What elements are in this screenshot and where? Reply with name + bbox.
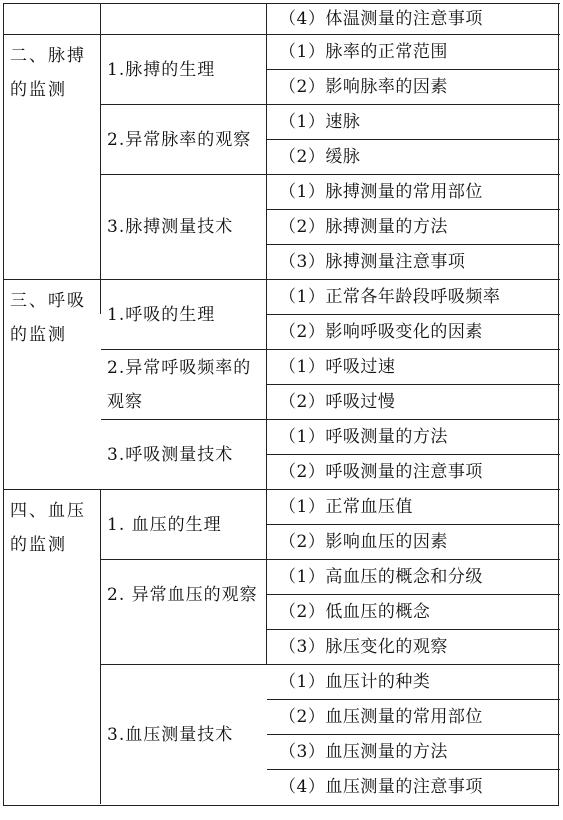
item-cell: （4）血压测量的注意事项 <box>267 769 560 804</box>
item-cell: （3）脉搏测量注意事项 <box>267 244 560 279</box>
subsection-label: 2.异常脉率的观察 <box>101 104 267 174</box>
subsection-label: 3.呼吸测量技术 <box>101 419 267 489</box>
empty-cell <box>4 3 101 34</box>
syllabus-table <box>3 3 559 806</box>
subsection-label: 1. 血压的生理 <box>101 489 267 559</box>
item-cell: （2）血压测量的常用部位 <box>267 699 560 734</box>
item-cell: （1）脉率的正常范围 <box>267 34 560 69</box>
item-cell: （3）脉压变化的观察 <box>267 629 560 664</box>
item-cell: （2）影响血压的因素 <box>267 524 560 559</box>
subsection-label: 3.血压测量技术 <box>101 664 267 804</box>
subsection-label: 3.脉搏测量技术 <box>101 174 267 279</box>
subsection-label: 1.呼吸的生理 <box>101 279 267 349</box>
item-cell: （2）呼吸过慢 <box>267 384 560 419</box>
item-cell: （2）影响脉率的因素 <box>267 69 560 104</box>
item-cell: （2）呼吸测量的注意事项 <box>267 454 560 489</box>
item-cell: （1）高血压的概念和分级 <box>267 559 560 594</box>
item-cell: （1）脉搏测量的常用部位 <box>267 174 560 209</box>
item-cell: （4）体温测量的注意事项 <box>267 3 560 34</box>
section-title-pulse: 二、脉搏的监测 <box>4 34 101 314</box>
subsection-label: 2.异常呼吸频率的观察 <box>101 349 267 419</box>
item-cell: （1）血压计的种类 <box>267 664 560 699</box>
section-title-respiration: 三、呼吸的监测 <box>4 279 101 489</box>
item-cell: （1）正常血压值 <box>267 489 560 524</box>
empty-cell <box>101 3 267 34</box>
item-cell: （1）正常各年龄段呼吸频率 <box>267 279 560 314</box>
item-cell: （1）呼吸过速 <box>267 349 560 384</box>
item-cell: （2）脉搏测量的方法 <box>267 209 560 244</box>
item-cell: （2）低血压的概念 <box>267 594 560 629</box>
subsection-label: 2. 异常血压的观察 <box>101 559 267 664</box>
item-cell: （2）影响呼吸变化的因素 <box>267 314 560 349</box>
item-cell: （1）速脉 <box>267 104 560 139</box>
item-cell: （1）呼吸测量的方法 <box>267 419 560 454</box>
item-cell: （3）血压测量的方法 <box>267 734 560 769</box>
section-title-blood-pressure: 四、血压的监测 <box>4 489 101 804</box>
item-cell: （2）缓脉 <box>267 139 560 174</box>
subsection-label: 1.脉搏的生理 <box>101 34 267 104</box>
